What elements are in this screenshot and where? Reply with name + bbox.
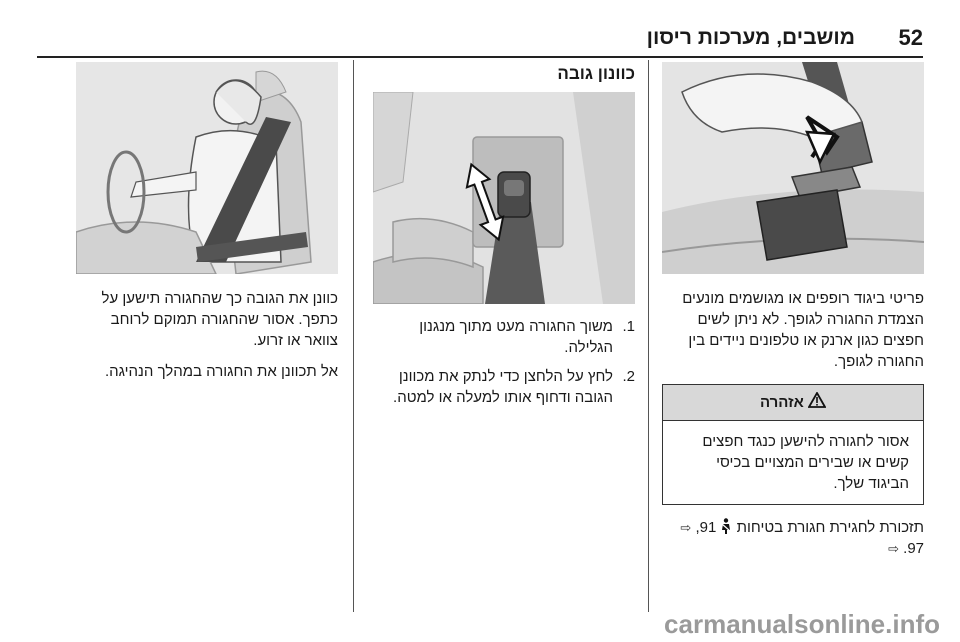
belt-position-paragraph: כוונן את הגובה כך שהחגורה תישען על כתפך. אסור שהחגורה תמוקם לרוחב צוואר או זרוע. [101, 290, 338, 349]
step-number: 1. [622, 318, 635, 335]
seatbelt-person-icon [716, 519, 732, 536]
warning-title [663, 385, 923, 421]
section-heading-height-adjustment: כוונון גובה [557, 64, 635, 83]
page-arrow-icon: ⇨ [888, 541, 899, 556]
no-adjust-while-driving-paragraph: אל תכוונן את החגורה במהלך הנהיגה. [104, 363, 338, 380]
buckle-illustration [662, 62, 924, 274]
column-divider [353, 60, 354, 612]
warning-triangle-icon [808, 386, 826, 421]
reminder-text: תזכורת לחגירת חגורת בטיחות [736, 519, 924, 536]
step-text: משוך החגורה מעט מתוך מנגנון הגלילה. [419, 318, 613, 356]
warning-box [662, 384, 924, 505]
left-column [76, 62, 338, 382]
page-number: 52 [898, 25, 923, 50]
list-item [369, 316, 635, 358]
page-reference-b[interactable]: 97. [903, 540, 924, 557]
seated-driver-illustration [76, 62, 338, 274]
adjustment-steps [369, 316, 635, 408]
right-column [662, 62, 924, 559]
middle-column [369, 62, 635, 416]
step-number: 2. [622, 368, 635, 385]
list-item [369, 366, 635, 408]
page-title: מושבים, מערכות ריסון [646, 26, 855, 49]
watermark: carmanualsonline.info [664, 609, 940, 639]
warning-text: אסור לחגורה להישען כנגד חפצים קשים או שבירים המצויים בכיסי הביגוד שלך. [702, 433, 909, 492]
seatbelt-reminder-reference [662, 517, 924, 559]
clothing-paragraph: פריטי ביגוד רופפים או מגושמים מונעים הצמדת החגורה לגופך. לא ניתן לשים חפצים כגון ארנק או טלפונים ניידים בין החגורה לגופך. [682, 290, 924, 370]
column-divider [648, 60, 649, 612]
header-rule [37, 56, 923, 58]
warning-title-text: אזהרה [759, 394, 804, 411]
height-adjuster-illustration [373, 92, 635, 304]
page-reference-a[interactable]: 91, [695, 519, 717, 536]
page-arrow-icon: ⇨ [680, 520, 692, 535]
step-text: לחץ על הלחצן כדי לנתק את מכוונן הגובה ודחוף אותו למעלה או למטה. [393, 368, 613, 406]
